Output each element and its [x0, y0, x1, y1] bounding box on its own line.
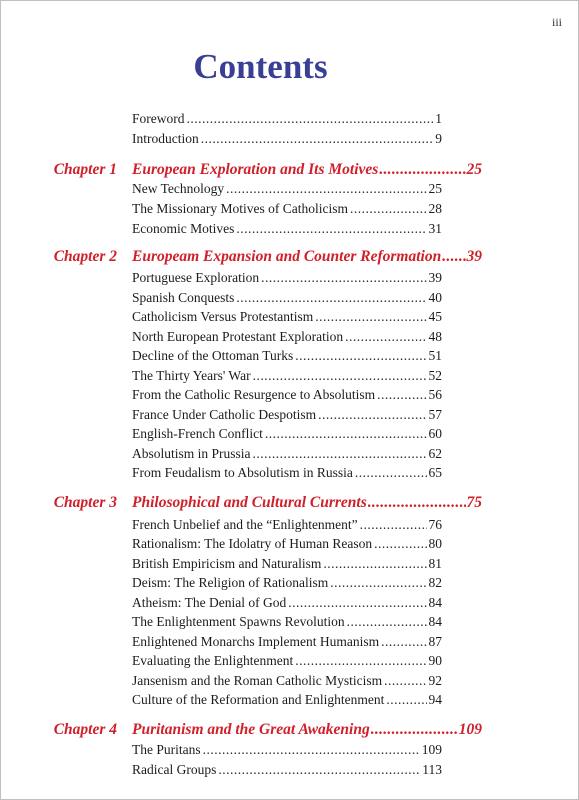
toc-entry[interactable]: [132, 517, 442, 536]
chapter-label: Chapter 4: [53, 721, 117, 738]
dot-leader: [355, 465, 427, 481]
toc-entry[interactable]: [132, 131, 442, 150]
dot-leader: [261, 270, 426, 286]
dot-leader: [442, 248, 465, 266]
page-title: Contents: [193, 47, 328, 86]
toc-entry[interactable]: [132, 270, 442, 289]
entry-title: Evaluating the Enlightenment: [132, 653, 294, 668]
dot-leader: [350, 201, 427, 217]
dot-leader: [345, 329, 426, 345]
chapter-label: Chapter 1: [53, 161, 117, 178]
entry-title: Rationalism: The Idolatry of Human Reason: [132, 536, 373, 551]
entry-title: British Empiricism and Naturalism: [132, 556, 322, 571]
chapter-label: Chapter 2: [53, 248, 117, 265]
toc-entry[interactable]: [132, 329, 442, 348]
dot-leader: [347, 614, 427, 630]
dot-leader: [203, 742, 420, 758]
entry-title: Foreword: [132, 111, 185, 126]
entry-page: 57: [428, 407, 442, 422]
chapter-title: Philosophical and Cultural Currents: [132, 494, 367, 511]
chapter-page: 75: [466, 494, 482, 511]
chapter-heading[interactable]: [1, 494, 579, 516]
entry-title: The Puritans: [132, 742, 201, 757]
entry-page: 65: [428, 465, 442, 480]
entry-title: Jansenism and the Roman Catholic Mysticism: [132, 673, 383, 688]
entry-page: 94: [428, 692, 442, 707]
dot-leader: [371, 721, 458, 739]
entry-page: 52: [428, 368, 442, 383]
toc-entry[interactable]: [132, 465, 442, 484]
page-number: iii: [551, 15, 562, 29]
entry-page: 82: [428, 575, 442, 590]
toc-entry[interactable]: [132, 221, 442, 240]
chapter-title: European Exploration and Its Motives: [132, 161, 379, 178]
entry-title: The Thirty Years' War: [132, 368, 251, 383]
entry-title: Atheism: The Denial of God: [132, 595, 287, 610]
toc-entry[interactable]: [132, 201, 442, 220]
entry-title: Deism: The Religion of Rationalism: [132, 575, 329, 590]
chapter-heading[interactable]: [1, 248, 579, 270]
dot-leader: [360, 517, 427, 533]
dot-leader: [368, 494, 466, 512]
dot-leader: [236, 290, 426, 306]
toc-entry[interactable]: [132, 446, 442, 465]
entry-page: 51: [428, 348, 442, 363]
dot-leader: [377, 387, 426, 403]
entry-title: France Under Catholic Despotism: [132, 407, 317, 422]
toc-entry[interactable]: [132, 742, 442, 761]
entry-page: 56: [428, 387, 442, 402]
chapter-title: Europeam Expansion and Counter Reformation: [132, 248, 442, 265]
toc-entry[interactable]: [132, 692, 442, 711]
dot-leader: [236, 221, 426, 237]
entry-page: 60: [428, 426, 442, 441]
dot-leader: [201, 131, 434, 147]
entry-page: 92: [428, 673, 442, 688]
entry-page: 9: [435, 131, 442, 146]
entry-title: From the Catholic Resurgence to Absolutism: [132, 387, 376, 402]
entry-page: 109: [421, 742, 442, 757]
chapter-label: Chapter 3: [53, 494, 117, 511]
entry-page: 62: [428, 446, 442, 461]
dot-leader: [253, 446, 427, 462]
dot-leader: [218, 762, 420, 778]
toc-entry[interactable]: [132, 181, 442, 200]
dot-leader: [386, 692, 426, 708]
toc-entry[interactable]: [132, 614, 442, 633]
toc-entry[interactable]: [132, 348, 442, 367]
chapter-heading[interactable]: [1, 161, 579, 183]
toc-entry[interactable]: [132, 673, 442, 692]
entry-title: New Technology: [132, 181, 225, 196]
entry-title: English-French Conflict: [132, 426, 263, 441]
dot-leader: [253, 368, 427, 384]
entry-page: 39: [428, 270, 442, 285]
entry-page: 80: [428, 536, 442, 551]
entry-title: Radical Groups: [132, 762, 217, 777]
entry-page: 90: [428, 653, 442, 668]
dot-leader: [384, 673, 426, 689]
dot-leader: [295, 348, 426, 364]
entry-title: Decline of the Ottoman Turks: [132, 348, 294, 363]
toc-entry[interactable]: [132, 595, 442, 614]
toc-entry[interactable]: [132, 309, 442, 328]
entry-page: 113: [422, 762, 442, 777]
entry-page: 25: [428, 181, 442, 196]
toc-entry[interactable]: [132, 536, 442, 555]
entry-page: 31: [428, 221, 442, 236]
dot-leader: [379, 161, 465, 179]
entry-page: 28: [428, 201, 442, 216]
dot-leader: [381, 634, 426, 650]
dot-leader: [330, 575, 426, 591]
toc-entry[interactable]: [132, 653, 442, 672]
toc-entry[interactable]: [132, 111, 442, 130]
entry-title: The Enlightenment Spawns Revolution: [132, 614, 345, 629]
entry-title: From Feudalism to Absolutism in Russia: [132, 465, 353, 480]
entry-page: 48: [428, 329, 442, 344]
toc-entry[interactable]: [132, 407, 442, 426]
toc-entry[interactable]: [132, 575, 442, 594]
entry-title: Portuguese Exploration: [132, 270, 260, 285]
toc-entry[interactable]: [132, 634, 442, 653]
chapter-title: Puritanism and the Great Awakening: [132, 721, 370, 738]
dot-leader: [265, 426, 427, 442]
chapter-heading[interactable]: [1, 721, 579, 743]
dot-leader: [295, 653, 426, 669]
entry-title: North European Protestant Exploration: [132, 329, 344, 344]
entry-title: Absolutism in Prussia: [132, 446, 251, 461]
entry-title: Spanish Conquests: [132, 290, 235, 305]
dot-leader: [315, 309, 426, 325]
entry-title: French Unbelief and the “Enlightenment”: [132, 517, 358, 532]
toc-entry[interactable]: [132, 556, 442, 575]
entry-title: Culture of the Reformation and Enlightenment: [132, 692, 385, 707]
toc-entry[interactable]: [132, 368, 442, 387]
entry-page: 40: [428, 290, 442, 305]
chapter-page: 39: [466, 248, 482, 265]
toc-entry[interactable]: [132, 290, 442, 309]
entry-page: 76: [428, 517, 442, 532]
dot-leader: [288, 595, 426, 611]
entry-page: 84: [428, 614, 442, 629]
dot-leader: [187, 111, 434, 127]
dot-leader: [226, 181, 426, 197]
chapter-page: 25: [466, 161, 482, 178]
entry-title: Economic Motives: [132, 221, 235, 236]
entry-page: 45: [428, 309, 442, 324]
toc-entry[interactable]: [132, 387, 442, 406]
dot-leader: [323, 556, 426, 572]
entry-title: Enlightened Monarchs Implement Humanism: [132, 634, 380, 649]
chapter-page: 109: [458, 721, 482, 738]
entry-page: 81: [428, 556, 442, 571]
entry-page: 87: [428, 634, 442, 649]
toc-entry[interactable]: [132, 426, 442, 445]
entry-page: 84: [428, 595, 442, 610]
toc-entry[interactable]: [132, 762, 442, 781]
entry-title: The Missionary Motives of Catholicism: [132, 201, 348, 216]
dot-leader: [318, 407, 426, 423]
entry-title: Introduction: [132, 131, 199, 146]
entry-page: 1: [435, 111, 442, 126]
dot-leader: [374, 536, 426, 552]
entry-title: Catholicism Versus Protestantism: [132, 309, 314, 324]
